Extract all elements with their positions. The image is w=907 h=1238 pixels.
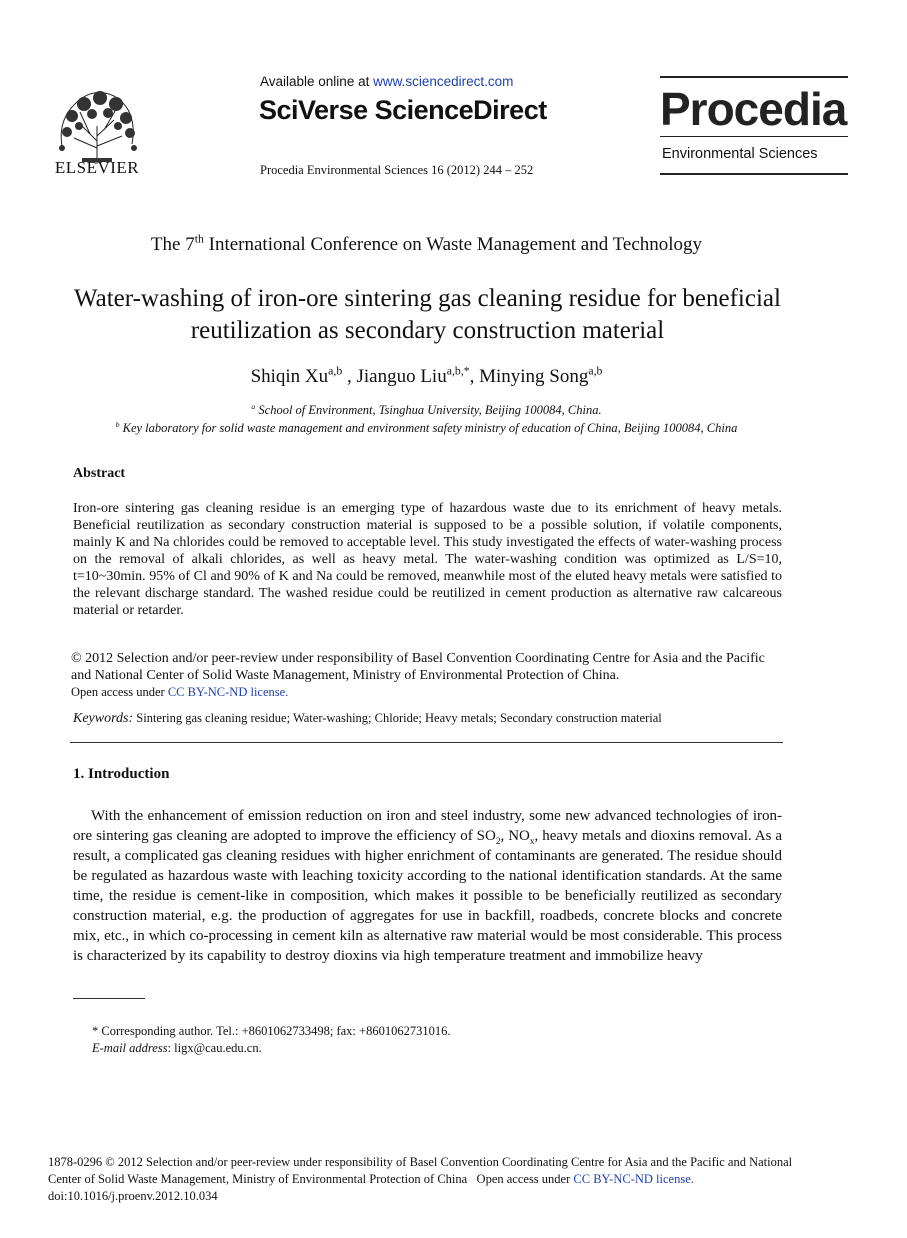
open-access-line: Open access under CC BY-NC-ND license. bbox=[71, 685, 289, 699]
procedia-rule-mid bbox=[660, 136, 848, 137]
copyright-line-2: and National Center of Solid Waste Management, Ministry of Environmental Protection of China. bbox=[71, 668, 620, 683]
keywords bbox=[73, 711, 662, 727]
sciencedirect-link[interactable]: www.sciencedirect.com bbox=[373, 74, 514, 89]
journal-reference: Procedia Environmental Sciences 16 (2012) 244 – 252 bbox=[260, 163, 534, 177]
available-prefix: Available online at bbox=[260, 74, 374, 89]
affiliation-b: $^b$ Key laboratory for solid waste management and environment safety ministry of education of China, Beijing 100084, China bbox=[115, 419, 738, 435]
copyright-notice bbox=[71, 650, 806, 701]
email-footnote bbox=[92, 1041, 262, 1056]
paper-title: Water-washing of iron-ore sintering gas cleaning residue for beneficial reutilization as secondary construction material bbox=[74, 285, 781, 344]
conference-name: The 7th International Conference on Waste Management and Technology bbox=[150, 232, 703, 255]
sciverse-logo-text: SciVerse ScienceDirect bbox=[259, 95, 547, 125]
procedia-subtitle: Environmental Sciences bbox=[662, 146, 818, 162]
issn-line-2: Center of Solid Waste Management, Ministry of Environmental Protection of China Open access under CC BY-NC-ND license. bbox=[48, 1172, 694, 1186]
doi: doi:10.1016/j.proenv.2012.10.034 bbox=[48, 1189, 218, 1203]
copyright-line-1: © 2012 Selection and/or peer-review under responsibility of Basel Convention Coordinating Centre for Asia and the Pacific bbox=[71, 651, 765, 666]
corresponding-author-footnote: * Corresponding author. Tel.: +8601062733498; fax: +8601062731016. bbox=[92, 1024, 451, 1038]
procedia-logo-text: Procedia bbox=[660, 83, 847, 135]
abstract-body: Iron-ore sintering gas cleaning residue is an emerging type of hazardous waste due to its enrichment of heavy metals. Beneficial reutilization as secondary construction material is supposed to be a possible solution, if volatile components, mainly K and Na chlorides could be removed to acceptable level. This study investigated the effects of water-washing process on the removal of alkali chlorides, as well as heavy metal. The water-washing condition was optimized as L/S=10, t=10~30min. 95% of Cl and 90% of K and Na could be removed, meanwhile most of the eluted heavy metals were satisfied to the relevant discharge standard. The washed residue could be reutilized in cement production as alternative raw calcareous material or retarder. bbox=[73, 501, 782, 618]
license-link[interactable]: CC BY-NC-ND license. bbox=[167, 685, 289, 699]
keywords-text: Sintering gas cleaning residue; Water-washing; Chloride; Heavy metals; Secondary construction material bbox=[133, 711, 662, 725]
author-3: , Minying Song bbox=[469, 366, 589, 387]
abstract-heading: Abstract bbox=[73, 466, 126, 481]
email-label: E-mail address bbox=[92, 1041, 168, 1055]
elsevier-label: ELSEVIER bbox=[54, 158, 140, 177]
procedia-rule-top bbox=[660, 76, 848, 78]
issn-line-1: 1878-0296 © 2012 Selection and/or peer-review under responsibility of Basel Convention Coordinating Centre for Asia and the Pacific and National bbox=[48, 1155, 793, 1169]
keywords-label: Keywords: bbox=[73, 711, 134, 726]
footnote-rule bbox=[73, 998, 145, 999]
introduction-body: With the enhancement of emission reduction on iron and steel industry, some new advanced technologies of iron-ore sintering gas cleaning are adopted to improve the efficiency of $SO_2$, $NO_x$, heavy metals and dioxins removal. As a result, a complicated gas cleaning residues with higher enrichment of contaminants are generated. The residue should be regulated as hazardous waste with leaching toxicity according to the national identification standards. At the same time, the residue is cement-like in composition, which makes it possible to be beneficially reutilized as secondary construction material, e.g. the production of aggregates for use in backfill, roadbeds, concrete blocks and concrete mix, etc., in which co-processing in cement kiln as alternative raw material would be most considerable. This process is characterized by its capability to destroy dioxins via high temperature treatment and immobilize heavy bbox=[73, 808, 783, 964]
introduction-heading: 1. Introduction bbox=[73, 766, 170, 782]
author-1: Shiqin Xu bbox=[250, 366, 329, 387]
bottom-license-link[interactable]: CC BY-NC-ND license. bbox=[573, 1172, 694, 1186]
section-divider bbox=[70, 742, 783, 743]
procedia-rule-bottom bbox=[660, 173, 848, 175]
author-2: , Jianguo Liu bbox=[342, 366, 447, 387]
email-value[interactable]: : ligx@cau.edu.cn. bbox=[167, 1041, 262, 1055]
author-list: Shiqin Xu$^{a,b}$ , Jianguo Liu$^{a,b,*}$, Minying Song$^{a,b}$ bbox=[250, 364, 603, 387]
available-online bbox=[260, 74, 513, 89]
affiliation-a: $^a$ School of Environment, Tsinghua University, Beijing 100084, China. bbox=[251, 401, 602, 417]
issn-copyright-block bbox=[48, 1154, 858, 1205]
